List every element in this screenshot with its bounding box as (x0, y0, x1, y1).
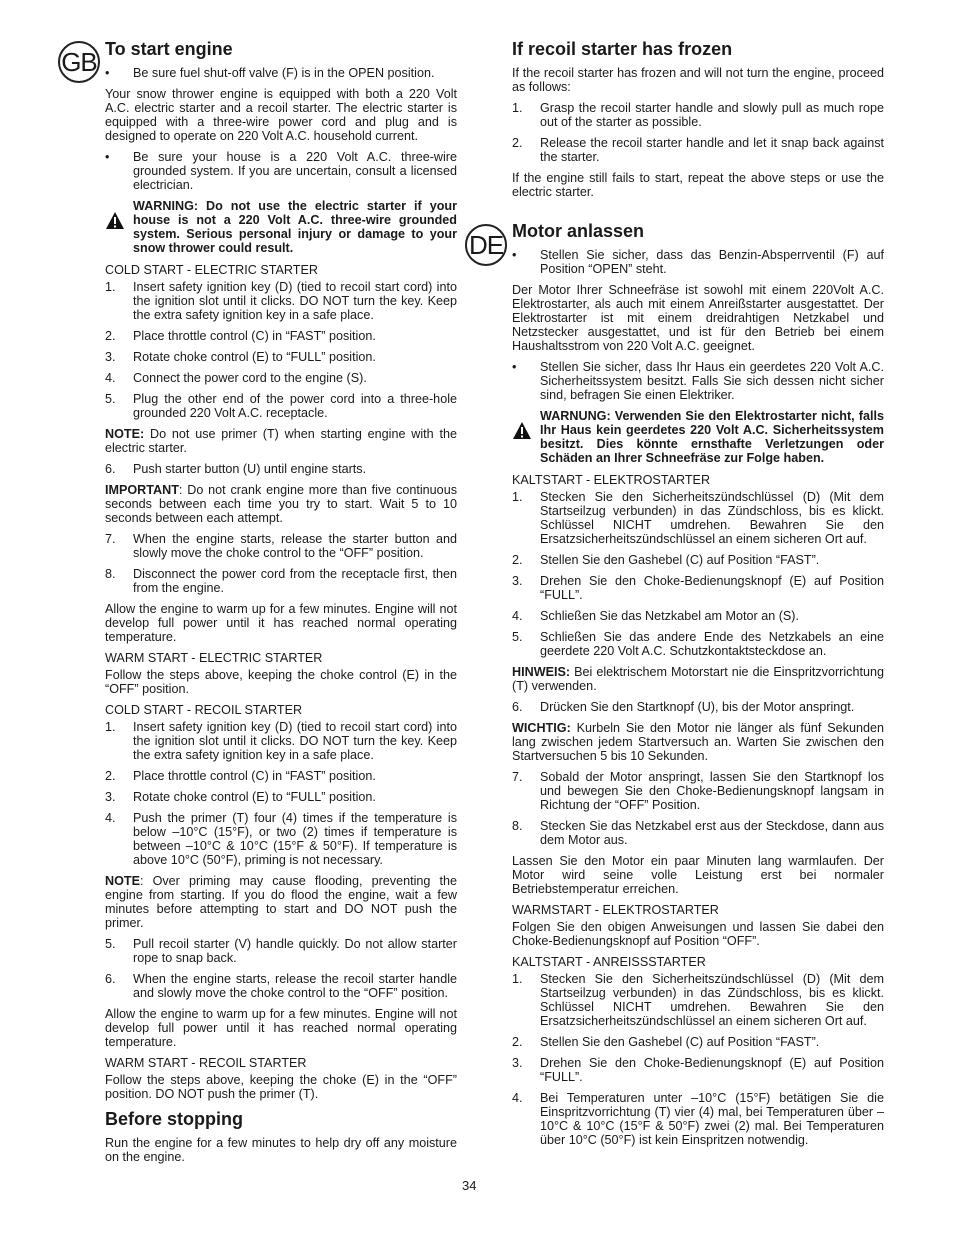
list-item: 1. Stecken Sie den Sicherheitszündschlüssel (D) (Mit dem Startseilzug verbunden) in das Zündschloss, bis es klickt. Schlüssel NICHT umdrehen. Bewahren Sie den Ersatzsicherheitszündschlüssel an einem sicheren Ort auf. (512, 490, 884, 546)
subheading: WARM START - ELECTRIC STARTER (105, 651, 323, 665)
subheading: KALTSTART - ANREISSSTARTER (512, 955, 706, 969)
important-note: IMPORTANT: Do not crank engine more than five continuous seconds between each time you try to start. Wait 5 to 10 seconds between each attempt. (105, 483, 457, 525)
step-list (105, 720, 457, 867)
list-item: 1. Insert safety ignition key (D) (tied to recoil start cord) into the ignition slot until it clicks. DO NOT turn the key. Keep the extra safety ignition key in a safe place. (105, 720, 457, 762)
page-number: 34 (462, 1178, 477, 1193)
list-item: • Be sure your house is a 220 Volt A.C. three-wire grounded system. If you are uncertain, consult a licensed electrician. (105, 150, 457, 192)
paragraph: If the engine still fails to start, repeat the above steps or use the electric starter. (512, 171, 884, 199)
paragraph: Allow the engine to warm up for a few minutes. Engine will not develop full power until it has reached normal operating temperature. (105, 602, 457, 644)
list-item: 4. Push the primer (T) four (4) times if the temperature is below –10°C (15°F), or two (2) times if temperature is between –10°C & 10°C (15°F & 50°F). If temperature is above 10°C (50°F), priming is not necessary. (105, 811, 457, 867)
paragraph: If the recoil starter has frozen and will not turn the engine, proceed as follows: (512, 66, 884, 94)
list-item: 1. Grasp the recoil starter handle and slowly pull as much rope out of the starter as possible. (512, 101, 884, 129)
paragraph: Folgen Sie den obigen Anweisungen und lassen Sie dabei den Choke-Bedienungsknopf auf Position “OFF”. (512, 920, 884, 948)
paragraph: Run the engine for a few minutes to help dry off any moisture on the engine. (105, 1136, 457, 1164)
list-item: 2. Release the recoil starter handle and let it snap back against the starter. (512, 136, 884, 164)
step-list (512, 972, 884, 1147)
step-list (105, 280, 457, 420)
list-item: 5. Pull recoil starter (V) handle quickly. Do not allow starter rope to snap back. (105, 937, 457, 965)
list-item: 2. Place throttle control (C) in “FAST” position. (105, 329, 376, 343)
paragraph: Der Motor Ihrer Schneefräse ist sowohl mit einem 220Volt A.C. Elektrostarter, als auch mit einem Anreißstarter ausgestattet. Der Elektrostarter ist mit einem dreidrahtigen Netzkabel und Netzstecker ausgestattet, und ist für den Betrieb bei einem Haushaltsstrom von 220 Volt A.C. geeignet. (512, 283, 884, 353)
step-list (105, 532, 457, 595)
step-list (512, 770, 884, 847)
paragraph: Lassen Sie den Motor ein paar Minuten lang warmlaufen. Der Motor wird seine volle Leistung erst bei normaler Betriebstemperatur erreichen. (512, 854, 884, 896)
list-item: 8. Stecken Sie das Netzkabel erst aus der Steckdose, dann aus dem Motor aus. (512, 819, 884, 847)
note: NOTE: Over priming may cause flooding, preventing the engine from starting. If you do flood the engine, wait a few minutes before attempting to start and DO NOT push the primer. (105, 874, 457, 930)
paragraph: Your snow thrower engine is equipped with both a 220 Volt A.C. electric starter and a recoil starter. The electric starter is equipped with a three-wire power cord and plug and is designed to operate on 220 Volt A.C. household current. (105, 87, 457, 143)
subheading: WARM START - RECOIL STARTER (105, 1056, 307, 1070)
bullet-list (105, 66, 457, 80)
subheading: COLD START - ELECTRIC STARTER (105, 263, 318, 277)
paragraph: Allow the engine to warm up for a few minutes. Engine will not develop full power until it has reached normal operating temperature. (105, 1007, 457, 1049)
section-title-recoil-frozen: If recoil starter has frozen (512, 39, 733, 59)
list-item: 3. Rotate choke control (E) to “FULL” position. (105, 790, 376, 804)
warning-icon (512, 421, 532, 441)
list-item: 1. Stecken Sie den Sicherheitszündschlüssel (D) (Mit dem Startseilzug verbunden) in das Zündschloss, bis es klickt. Schlüssel NICHT umdrehen. Bewahren Sie den Ersatzsicherheitszündschlüssel an einem sicheren Ort auf. (512, 972, 884, 1028)
list-item: 4. Schließen Sie das Netzkabel am Motor an (S). (512, 609, 799, 623)
list-item: 4. Bei Temperaturen unter –10°C (15°F) betätigen Sie die Einspritzvorrichtung (T) vier (4) mal, bei Temperaturen über –10°C & 10°C (15°F & 50°F) zwei (2) mal. Bei Temperaturen über 10°C (50°F) ist kein Einspritzen notwendig. (512, 1091, 884, 1147)
list-item: 3. Rotate choke control (E) to “FULL” position. (105, 350, 376, 364)
list-item: 6. Push starter button (U) until engine starts. (105, 462, 367, 476)
step-list (105, 937, 457, 1000)
list-item: 6. When the engine starts, release the recoil starter handle and slowly move the choke control to the “OFF” position. (105, 972, 457, 1000)
list-item: 3. Drehen Sie den Choke-Bedienungsknopf (E) auf Position “FULL”. (512, 574, 884, 602)
list-item: 5. Schließen Sie das andere Ende des Netzkabels an eine geerdete 220 Volt A.C. Schutzkontaktsteckdose an. (512, 630, 884, 658)
list-item: 1. Insert safety ignition key (D) (tied to recoil start cord) into the ignition slot until it clicks. DO NOT turn the key. Keep the extra safety ignition key in a safe place. (105, 280, 457, 322)
step-list (512, 700, 884, 714)
list-item: 7. When the engine starts, release the starter button and slowly move the choke control to the “OFF” position. (105, 532, 457, 560)
left-column (105, 38, 457, 1171)
section-title-before-stopping: Before stopping (105, 1109, 243, 1129)
subheading: COLD START - RECOIL STARTER (105, 703, 303, 717)
list-item: 2. Stellen Sie den Gashebel (C) auf Position “FAST”. (512, 553, 820, 567)
list-item: • Be sure fuel shut-off valve (F) is in the OPEN position. (105, 66, 435, 80)
list-item: 3. Drehen Sie den Choke-Bedienungsknopf (E) auf Position “FULL”. (512, 1056, 884, 1084)
language-badge-de: DE (465, 224, 507, 266)
list-item: 2. Place throttle control (C) in “FAST” position. (105, 769, 376, 783)
list-item: 7. Sobald der Motor anspringt, lassen Sie den Startknopf los und bewegen Sie den Choke-Bedienungsknopf langsam in Richtung der “OFF” Position. (512, 770, 884, 812)
step-list (105, 462, 457, 476)
right-column (512, 38, 884, 1154)
warning-block: WARNING: Do not use the electric starter if your house is not a 220 Volt A.C. three-wire grounded system. Serious personal injury or damage to your snow thrower could result. (105, 199, 457, 255)
warning-icon (105, 211, 125, 231)
note: NOTE: Do not use primer (T) when starting engine with the electric starter. (105, 427, 457, 455)
list-item: 8. Disconnect the power cord from the receptacle first, then from the engine. (105, 567, 457, 595)
section-title-start-engine: To start engine (105, 39, 233, 59)
note: HINWEIS: Bei elektrischem Motorstart nie die Einspritzvorrichtung (T) verwenden. (512, 665, 884, 693)
important-note: WICHTIG: Kurbeln Sie den Motor nie länger als fünf Sekunden lang zwischen jedem Startversuch an. Warten Sie zwischen den Startversuchen 5 bis 10 Sekunden. (512, 721, 884, 763)
subheading: WARMSTART - ELEKTROSTARTER (512, 903, 719, 917)
bullet-list (512, 360, 884, 402)
section-title-motor-anlassen: Motor anlassen (512, 221, 645, 241)
list-item: 4. Connect the power cord to the engine (S). (105, 371, 367, 385)
step-list (512, 490, 884, 658)
bullet-list (105, 150, 457, 192)
list-item: 5. Plug the other end of the power cord into a three-hole grounded 220 Volt A.C. receptacle. (105, 392, 457, 420)
step-list (512, 101, 884, 164)
language-badge-gb: GB (58, 41, 100, 83)
subheading: KALTSTART - ELEKTROSTARTER (512, 473, 711, 487)
warning-block: WARNUNG: Verwenden Sie den Elektrostarter nicht, falls Ihr Haus kein geerdetes 220 Volt A.C. Sicherheitssystem besitzt. Dies könnte ernsthafte Verletzungen oder Schäden an Ihrer Schneefräse zur Folge haben. (512, 409, 884, 465)
paragraph: Follow the steps above, keeping the choke (E) in the “OFF” position. DO NOT push the primer (T). (105, 1073, 457, 1101)
bullet-list (512, 248, 884, 276)
list-item: • Stellen Sie sicher, dass das Benzin-Absperrventil (F) auf Position “OPEN” steht. (512, 248, 884, 276)
paragraph: Follow the steps above, keeping the choke control (E) in the “OFF” position. (105, 668, 457, 696)
list-item: 2. Stellen Sie den Gashebel (C) auf Position “FAST”. (512, 1035, 820, 1049)
list-item: • Stellen Sie sicher, dass Ihr Haus ein geerdetes 220 Volt A.C. Sicherheitssystem besitzt. Falls Sie sich dessen nicht sicher sind, befragen Sie einen Elektriker. (512, 360, 884, 402)
list-item: 6. Drücken Sie den Startknopf (U), bis der Motor anspringt. (512, 700, 855, 714)
